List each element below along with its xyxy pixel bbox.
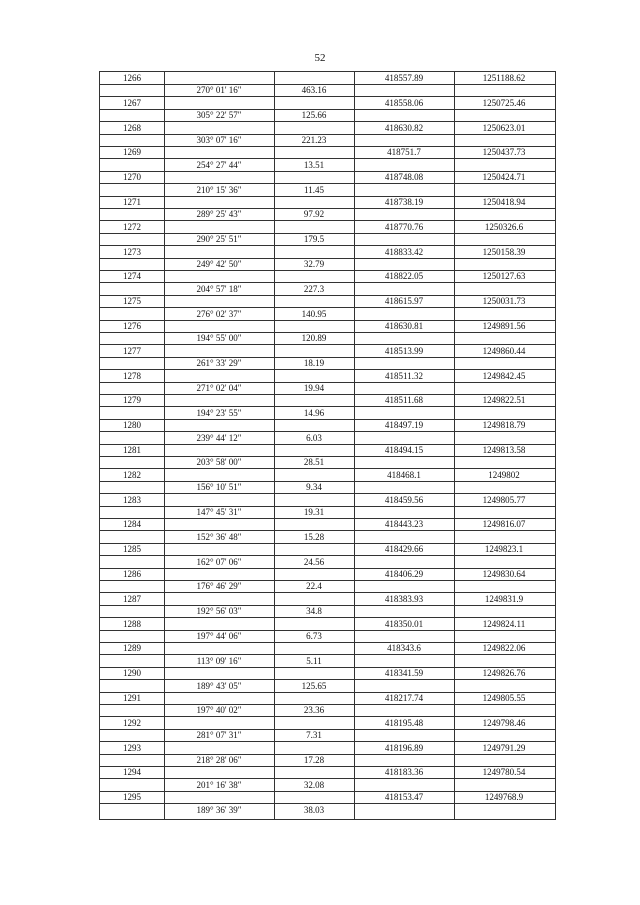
bearing: 271° 02' 04"	[196, 383, 242, 393]
point-row	[100, 642, 555, 654]
segment-row	[100, 109, 555, 121]
point-id: 1288	[123, 618, 141, 629]
point-id: 1292	[123, 717, 141, 728]
y-coordinate: 1249823.1	[484, 544, 524, 555]
row-divider	[100, 146, 555, 147]
point-row	[100, 717, 555, 729]
bearing: 197° 40' 02"	[196, 705, 242, 716]
distance: 34.8	[306, 606, 322, 617]
bearing: 156° 10' 51"	[196, 482, 242, 493]
distance: 24.56	[303, 556, 325, 567]
point-id: 1295	[123, 792, 141, 803]
point-id: 1277	[123, 345, 141, 356]
y-coordinate: 1249830.64	[482, 569, 526, 579]
x-coordinate: 418383.93	[384, 593, 424, 604]
row-divider	[100, 171, 555, 172]
row-divider	[100, 196, 555, 197]
row-divider	[100, 419, 555, 420]
y-coordinate: 1249791.29	[482, 742, 526, 753]
page-number: 52	[314, 52, 326, 64]
point-row	[100, 246, 555, 258]
row-divider	[100, 270, 555, 271]
point-id: 1271	[123, 197, 141, 207]
bearing: 218° 28' 06"	[196, 755, 242, 765]
x-coordinate: 418341.59	[384, 668, 424, 679]
segment-row	[100, 729, 555, 741]
point-row	[100, 518, 555, 530]
segment-row	[100, 233, 555, 245]
distance: 17.28	[303, 755, 325, 765]
point-id: 1272	[123, 221, 141, 232]
y-coordinate: 1249805.77	[482, 494, 526, 505]
row-divider	[100, 543, 555, 544]
y-coordinate: 1251188.62	[482, 73, 526, 83]
x-coordinate: 418153.47	[384, 792, 424, 803]
segment-row	[100, 456, 555, 468]
point-id: 1290	[123, 668, 141, 679]
distance: 13.51	[303, 159, 325, 170]
distance: 463.16	[301, 85, 327, 96]
x-coordinate: 418497.19	[384, 420, 424, 431]
y-coordinate: 1250127.63	[482, 271, 526, 282]
segment-row	[100, 481, 555, 493]
point-id: 1278	[123, 370, 141, 381]
point-row	[100, 221, 555, 233]
y-coordinate: 1249822.51	[482, 395, 526, 406]
row-divider	[100, 344, 555, 345]
x-coordinate: 418511.68	[385, 395, 423, 406]
bearing: 303° 07' 16"	[196, 135, 242, 145]
row-divider	[100, 320, 555, 321]
y-coordinate: 1250424.71	[482, 172, 526, 183]
point-row	[100, 97, 555, 109]
x-coordinate: 418630.82	[384, 122, 424, 133]
segment-row	[100, 357, 555, 369]
row-divider	[100, 121, 555, 122]
x-coordinate: 418751.7	[387, 147, 421, 158]
y-coordinate: 1249824.11	[482, 618, 526, 629]
row-divider	[100, 692, 555, 693]
y-coordinate: 1250437.73	[482, 147, 526, 158]
segment-row	[100, 704, 555, 716]
y-coordinate: 1250326.6	[484, 221, 524, 232]
point-row	[100, 494, 555, 506]
point-row	[100, 295, 555, 307]
segment-row	[100, 258, 555, 270]
row-divider	[100, 642, 555, 643]
bearing: 113° 09' 16"	[196, 655, 242, 666]
bearing: 192° 56' 03"	[196, 606, 242, 617]
distance: 15.28	[303, 531, 325, 542]
segment-row	[100, 754, 555, 766]
bearing: 290° 25' 51"	[196, 234, 242, 245]
point-row	[100, 320, 555, 332]
bearing: 147° 45' 31"	[196, 507, 242, 517]
bearing: 281° 07' 31"	[196, 730, 242, 741]
segment-row	[100, 779, 555, 791]
distance: 140.95	[301, 308, 327, 319]
row-divider	[100, 245, 555, 246]
x-coordinate: 418459.56	[384, 494, 424, 505]
distance: 179.5	[303, 234, 325, 245]
point-id: 1286	[123, 569, 141, 579]
distance: 125.66	[301, 110, 327, 121]
point-row	[100, 692, 555, 704]
bearing: 239° 44' 12"	[196, 432, 242, 443]
x-coordinate: 418406.29	[384, 569, 424, 579]
point-id: 1281	[123, 445, 141, 455]
y-coordinate: 1249822.06	[482, 643, 526, 654]
bearing: 162° 07' 06"	[196, 556, 242, 567]
bearing: 189° 36' 39"	[196, 804, 242, 815]
segment-row	[100, 283, 555, 295]
y-coordinate: 1249826.76	[482, 668, 526, 679]
row-divider	[100, 468, 555, 469]
y-coordinate: 1249798.46	[482, 717, 526, 728]
x-coordinate: 418770.76	[384, 221, 424, 232]
y-coordinate: 1250158.39	[482, 246, 526, 257]
point-row	[100, 568, 555, 580]
segment-row	[100, 184, 555, 196]
x-coordinate: 418557.89	[384, 73, 424, 83]
y-coordinate: 1249818.79	[482, 420, 526, 431]
bearing: 189° 43' 05"	[196, 680, 242, 691]
y-coordinate: 1249802	[488, 469, 520, 480]
row-divider	[100, 791, 555, 792]
row-divider	[100, 617, 555, 618]
x-coordinate: 418443.23	[384, 519, 424, 530]
point-id: 1291	[123, 693, 141, 703]
segment-row	[100, 332, 555, 344]
point-row	[100, 543, 555, 555]
y-coordinate: 1249860.44	[482, 345, 526, 356]
point-id: 1287	[123, 593, 141, 604]
point-row	[100, 171, 555, 183]
point-id: 1280	[123, 420, 141, 431]
y-coordinate: 1249831.9	[484, 593, 524, 604]
distance: 22.4	[306, 581, 322, 592]
bearing: 201° 16' 38"	[196, 779, 242, 790]
segment-row	[100, 308, 555, 320]
point-row	[100, 469, 555, 481]
distance: 6.03	[306, 432, 322, 443]
point-id: 1282	[123, 469, 141, 480]
y-coordinate: 1249813.58	[482, 445, 526, 455]
x-coordinate: 418343.6	[387, 643, 421, 654]
x-coordinate: 418468.1	[387, 469, 421, 480]
distance: 28.51	[303, 457, 325, 468]
row-divider	[100, 667, 555, 668]
point-id: 1273	[123, 246, 141, 257]
y-coordinate: 1249780.54	[482, 767, 526, 778]
distance: 11.45	[304, 184, 324, 195]
segment-row	[100, 605, 555, 617]
bearing: 194° 55' 00"	[196, 333, 242, 344]
row-divider	[100, 96, 555, 97]
distance: 19.31	[303, 507, 325, 517]
segment-row	[100, 382, 555, 394]
x-coordinate: 418833.42	[384, 246, 424, 257]
point-row	[100, 345, 555, 357]
row-divider	[100, 369, 555, 370]
x-coordinate: 418429.66	[384, 544, 424, 555]
point-id: 1275	[123, 296, 141, 307]
distance: 120.89	[301, 333, 327, 344]
segment-row	[100, 630, 555, 642]
point-id: 1266	[123, 73, 141, 83]
point-row	[100, 742, 555, 754]
x-coordinate: 418615.97	[384, 296, 424, 307]
point-row	[100, 667, 555, 679]
segment-row	[100, 506, 555, 518]
x-coordinate: 418195.48	[384, 717, 424, 728]
y-coordinate: 1249768.9	[484, 792, 524, 803]
point-row	[100, 419, 555, 431]
segment-row	[100, 208, 555, 220]
distance: 7.31	[306, 730, 322, 741]
point-row	[100, 593, 555, 605]
point-id: 1289	[123, 643, 141, 654]
bearing: 176° 46' 29"	[196, 581, 242, 592]
bearing: 254° 27' 44"	[196, 159, 242, 170]
y-coordinate: 1250031.73	[482, 296, 526, 307]
segment-row	[100, 680, 555, 692]
x-coordinate: 418630.81	[384, 321, 424, 331]
x-coordinate: 418511.32	[385, 370, 423, 381]
distance: 5.11	[306, 655, 322, 666]
point-id: 1269	[123, 147, 141, 158]
point-id: 1270	[123, 172, 141, 183]
x-coordinate: 418738.19	[384, 197, 424, 207]
y-coordinate: 1249891.56	[482, 321, 526, 331]
row-divider	[100, 568, 555, 569]
y-coordinate: 1249805.55	[482, 693, 526, 703]
y-coordinate: 1250418.94	[482, 197, 526, 207]
row-divider	[100, 394, 555, 395]
bearing: 204° 57' 18"	[196, 283, 242, 294]
distance: 23.36	[303, 705, 325, 716]
point-id: 1284	[123, 519, 141, 530]
row-divider	[100, 518, 555, 519]
segment-row	[100, 580, 555, 592]
segment-row	[100, 432, 555, 444]
bearing: 305° 22' 57"	[196, 110, 242, 121]
bearing: 270° 01' 16"	[196, 85, 242, 96]
x-coordinate: 418350.01	[384, 618, 424, 629]
x-coordinate: 418513.99	[384, 345, 424, 356]
x-coordinate: 418822.05	[384, 271, 424, 282]
bearing: 249° 42' 50"	[196, 259, 242, 269]
distance: 221.23	[301, 135, 327, 145]
segment-row	[100, 556, 555, 568]
row-divider	[100, 444, 555, 445]
point-id: 1268	[123, 122, 141, 133]
point-row	[100, 766, 555, 778]
segment-row	[100, 134, 555, 146]
y-coordinate: 1249816.07	[482, 519, 526, 530]
x-coordinate: 418748.08	[384, 172, 424, 183]
segment-row	[100, 159, 555, 171]
distance: 32.79	[303, 259, 325, 269]
x-coordinate: 418494.15	[384, 445, 424, 455]
distance: 6.73	[306, 631, 322, 641]
y-coordinate: 1250623.01	[482, 122, 526, 133]
distance: 38.03	[303, 804, 325, 815]
coordinate-table	[99, 71, 556, 820]
point-row	[100, 270, 555, 282]
row-divider	[100, 493, 555, 494]
point-id: 1293	[123, 742, 141, 753]
distance: 9.34	[306, 482, 322, 493]
segment-row	[100, 655, 555, 667]
bearing: 197° 44' 06"	[196, 631, 242, 641]
distance: 125.65	[301, 680, 327, 691]
row-divider	[100, 716, 555, 717]
point-row	[100, 196, 555, 208]
distance: 227.3	[303, 283, 325, 294]
bearing: 261° 33' 29"	[196, 358, 242, 369]
bearing: 194° 23' 55"	[196, 407, 242, 418]
segment-row	[100, 531, 555, 543]
y-coordinate: 1250725.46	[482, 97, 526, 108]
x-coordinate: 418183.36	[384, 767, 424, 778]
distance: 18.19	[303, 358, 325, 369]
point-row	[100, 618, 555, 630]
point-row	[100, 444, 555, 456]
segment-row	[100, 804, 555, 816]
point-row	[100, 370, 555, 382]
point-id: 1276	[123, 321, 141, 331]
distance: 14.96	[303, 407, 325, 418]
bearing: 203° 58' 00"	[196, 457, 242, 468]
point-id: 1267	[123, 97, 141, 108]
row-divider	[100, 592, 555, 593]
x-coordinate: 418558.06	[384, 97, 424, 108]
point-id: 1285	[123, 544, 141, 555]
bearing: 152° 36' 48"	[196, 531, 242, 542]
distance: 19.94	[303, 383, 325, 393]
segment-row	[100, 84, 555, 96]
point-id: 1274	[123, 271, 141, 282]
distance: 97.92	[303, 209, 325, 220]
row-divider	[100, 766, 555, 767]
row-divider	[100, 295, 555, 296]
point-id: 1283	[123, 494, 141, 505]
row-divider	[100, 741, 555, 742]
x-coordinate: 418217.74	[384, 693, 424, 703]
bearing: 289° 25' 43"	[196, 209, 242, 220]
point-row	[100, 122, 555, 134]
y-coordinate: 1249842.45	[482, 370, 526, 381]
point-id: 1279	[123, 395, 141, 406]
point-id: 1294	[123, 767, 141, 778]
x-coordinate: 418196.89	[384, 742, 424, 753]
distance: 32.08	[303, 779, 325, 790]
bearing: 276° 02' 37"	[196, 308, 242, 319]
row-divider	[100, 220, 555, 221]
segment-row	[100, 407, 555, 419]
point-row	[100, 394, 555, 406]
point-row	[100, 72, 555, 84]
bearing: 210° 15' 36"	[196, 184, 242, 195]
point-row	[100, 146, 555, 158]
point-row	[100, 791, 555, 803]
